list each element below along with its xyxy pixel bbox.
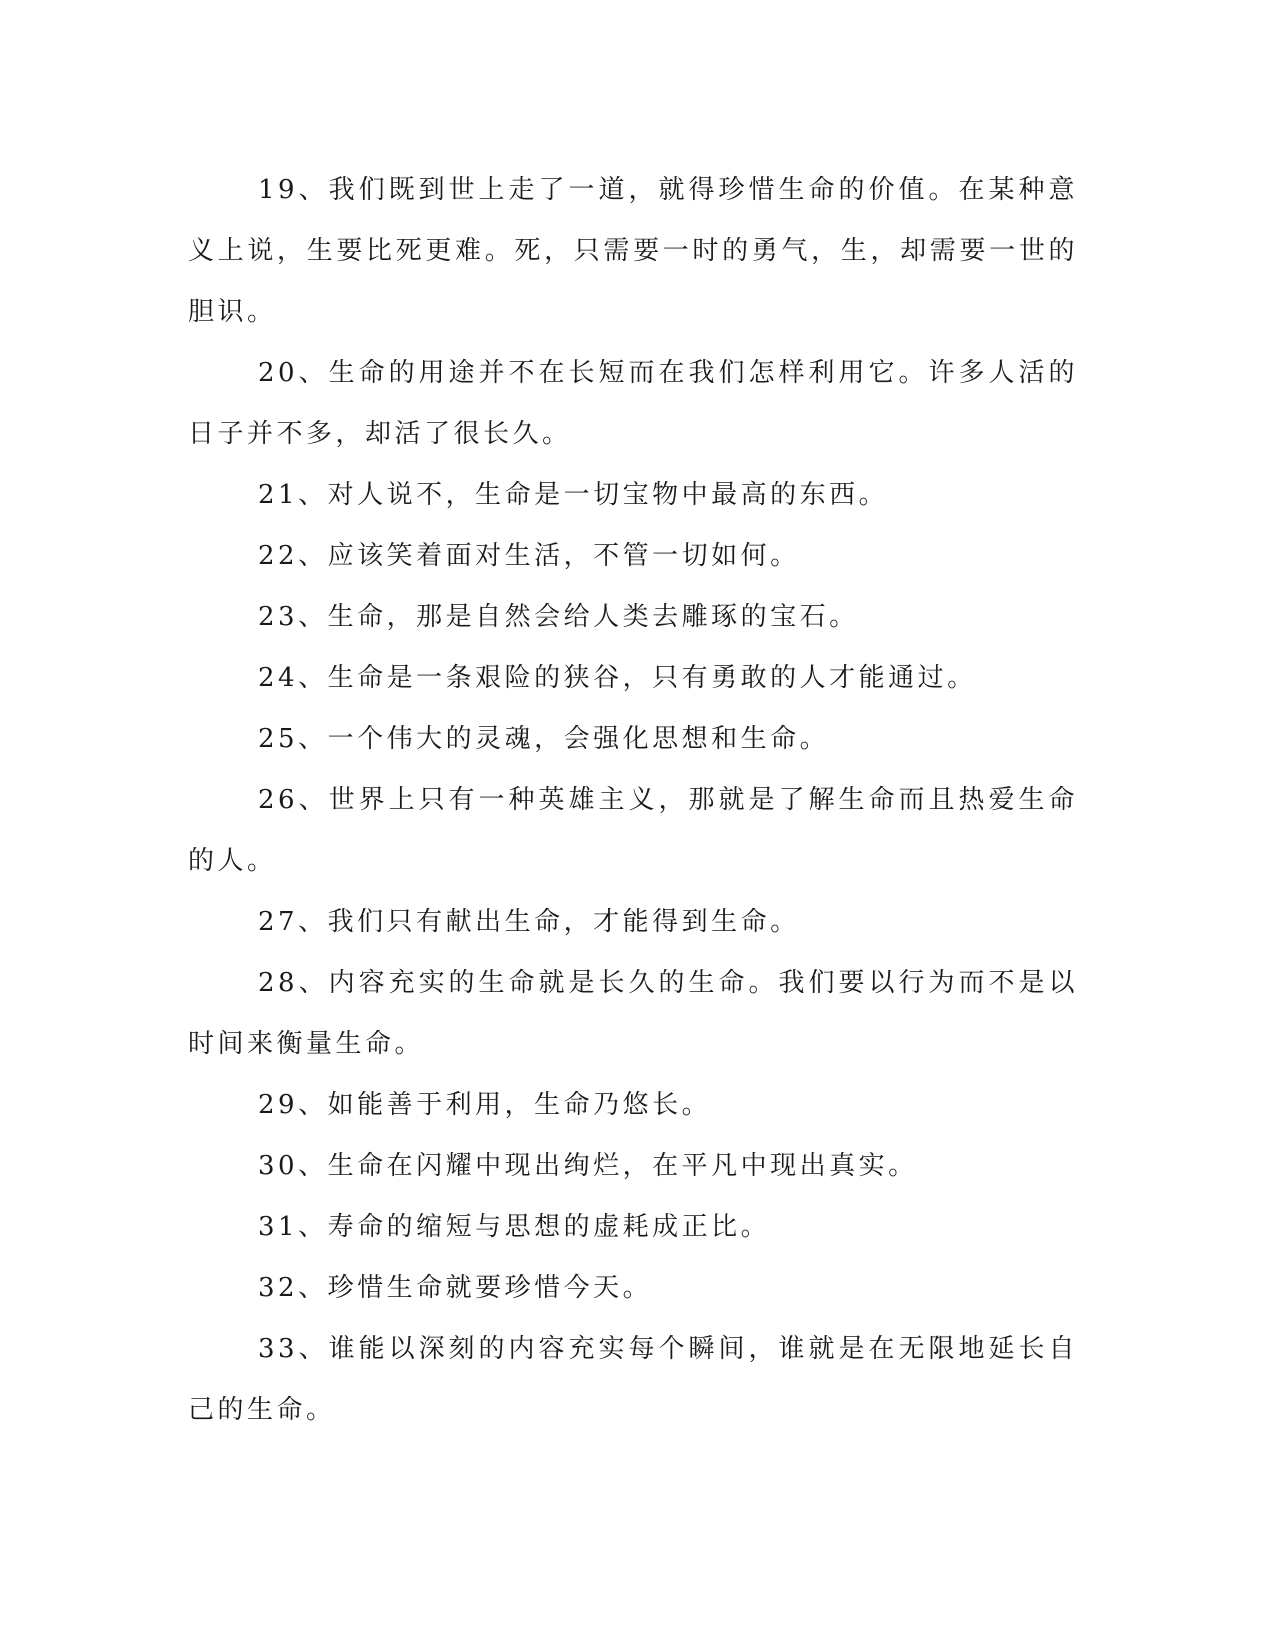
paragraph-20: 20、生命的用途并不在长短而在我们怎样利用它。许多人活的日子并不多，却活了很长久。 bbox=[188, 358, 1078, 449]
paragraph-19: 19、我们既到世上走了一道，就得珍惜生命的价值。在某种意义上说，生要比死更难。死，只需要一时的勇气，生，却需要一世的胆识。 bbox=[188, 175, 1078, 327]
paragraph-31: 31、寿命的缩短与思想的虚耗成正比。 bbox=[258, 1212, 771, 1242]
document-body bbox=[188, 160, 1078, 1441]
paragraph-23: 23、生命，那是自然会给人类去雕琢的宝石。 bbox=[258, 602, 859, 632]
paragraph-28: 28、内容充实的生命就是长久的生命。我们要以行为而不是以时间来衡量生命。 bbox=[188, 968, 1078, 1059]
paragraph-26: 26、世界上只有一种英雄主义，那就是了解生命而且热爱生命的人。 bbox=[188, 785, 1078, 876]
paragraph-33: 33、谁能以深刻的内容充实每个瞬间，谁就是在无限地延长自己的生命。 bbox=[188, 1334, 1078, 1425]
paragraph-29: 29、如能善于利用，生命乃悠长。 bbox=[258, 1090, 712, 1120]
paragraph-21: 21、对人说不，生命是一切宝物中最高的东西。 bbox=[258, 480, 889, 510]
paragraph-30: 30、生命在闪耀中现出绚烂，在平凡中现出真实。 bbox=[258, 1151, 918, 1181]
paragraph-32: 32、珍惜生命就要珍惜今天。 bbox=[258, 1273, 653, 1303]
paragraph-24: 24、生命是一条艰险的狭谷，只有勇敢的人才能通过。 bbox=[258, 663, 977, 693]
paragraph-25: 25、一个伟大的灵魂，会强化思想和生命。 bbox=[258, 724, 830, 754]
paragraph-27: 27、我们只有献出生命，才能得到生命。 bbox=[258, 907, 800, 937]
paragraph-22: 22、应该笑着面对生活，不管一切如何。 bbox=[258, 541, 800, 571]
